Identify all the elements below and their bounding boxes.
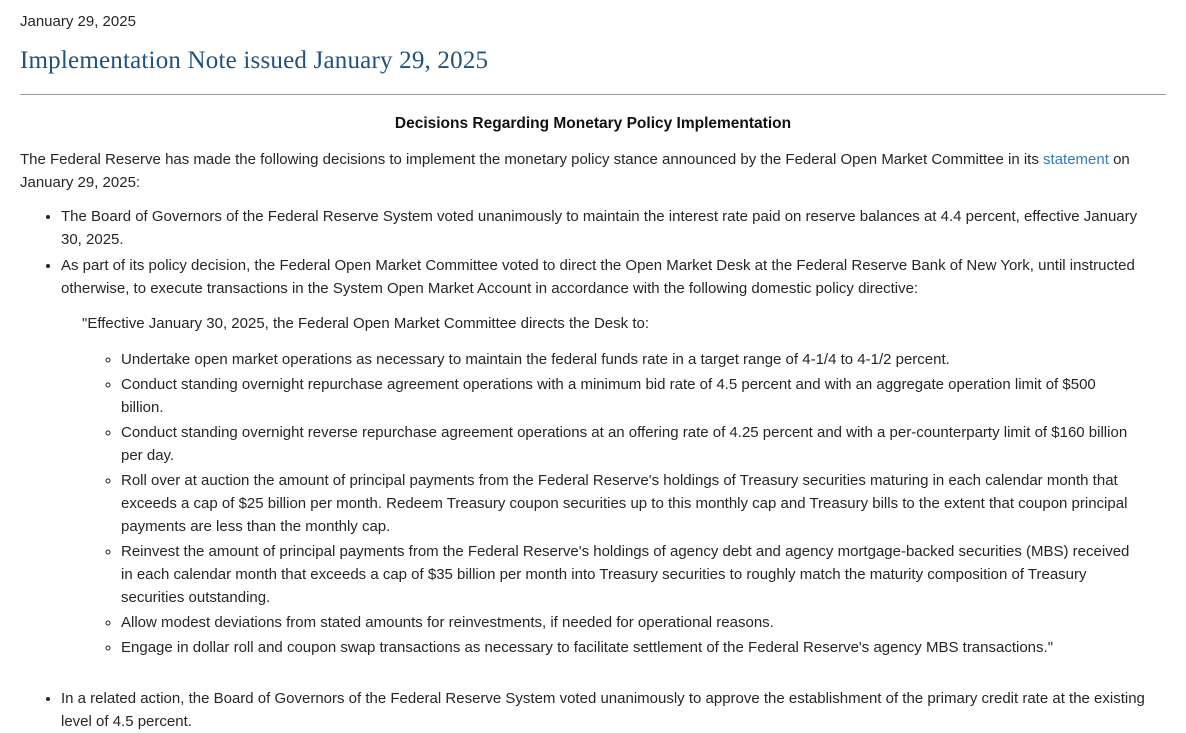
- directive-item: ◦ Allow modest deviations from stated amounts for reinvestments, if needed for operational reasons.: [121, 611, 1160, 634]
- intro-text-before: The Federal Reserve has made the following decisions to implement the monetary policy stance announced by the Federal Open Market Committee in its: [20, 151, 1044, 168]
- directive-block: [82, 312, 1160, 659]
- page-title: Implementation Note issued January 29, 2025: [20, 47, 489, 74]
- article-page: [0, 13, 1186, 733]
- list-item: • The Board of Governors of the Federal Reserve System voted unanimously to maintain the interest rate paid on reserve balances at 4.4 percent, effective January 30, 2025.: [61, 205, 1166, 251]
- list-item: [61, 254, 1166, 659]
- directive-item: ◦ Conduct standing overnight reverse repurchase agreement operations at an offering rate of 4.25 percent and with a per-counterparty limit of $160 billion per day.: [121, 421, 1160, 467]
- list-item: • In a related action, the Board of Governors of the Federal Reserve System voted unanimously to approve the establishment of the primary credit rate at the existing level of 4.5 percent.: [61, 687, 1166, 733]
- list-item-text: As part of its policy decision, the Federal Open Market Committee voted to direct the Open Market Desk at the Federal Reserve Bank of New York, until instructed otherwise, to execute transactions in the System Open Market Account in accordance with the following domestic policy directive:: [61, 257, 1135, 297]
- intro-text-after: on January 29, 2025:: [20, 151, 1130, 191]
- directive-item: ◦ Undertake open market operations as necessary to maintain the federal funds rate in a target range of 4-1/4 to 4-1/2 percent.: [121, 348, 1160, 371]
- statement-link[interactable]: statement: [1043, 151, 1109, 168]
- directive-lead: "Effective January 30, 2025, the Federal Open Market Committee directs the Desk to:: [82, 315, 649, 332]
- directive-item: ◦ Roll over at auction the amount of principal payments from the Federal Reserve's holdings of Treasury securities maturing in each calendar month that exceeds a cap of $25 billion per month. Redeem Treasury coupon securities up to this monthly cap and Treasury bills to the extent that coupon principal payments are less than the monthly cap.: [121, 469, 1160, 538]
- directive-list: [82, 348, 1160, 659]
- article-date: January 29, 2025: [20, 13, 136, 30]
- divider: [20, 94, 1166, 95]
- directive-item: ◦ Conduct standing overnight repurchase agreement operations with a minimum bid rate of 4.5 percent and with an aggregate operation limit of $500 billion.: [121, 373, 1160, 419]
- section-heading: Decisions Regarding Monetary Policy Implementation: [394, 115, 792, 132]
- decision-list: [20, 205, 1166, 733]
- directive-item: ◦ Engage in dollar roll and coupon swap transactions as necessary to facilitate settlement of the Federal Reserve's agency MBS transactions.": [121, 636, 1160, 659]
- intro-paragraph: [20, 148, 1166, 194]
- directive-item: ◦ Reinvest the amount of principal payments from the Federal Reserve's holdings of agency debt and agency mortgage-backed securities (MBS) received in each calendar month that exceeds a cap of $35 billion per month into Treasury securities to roughly match the maturity composition of Treasury securities outstanding.: [121, 540, 1160, 609]
